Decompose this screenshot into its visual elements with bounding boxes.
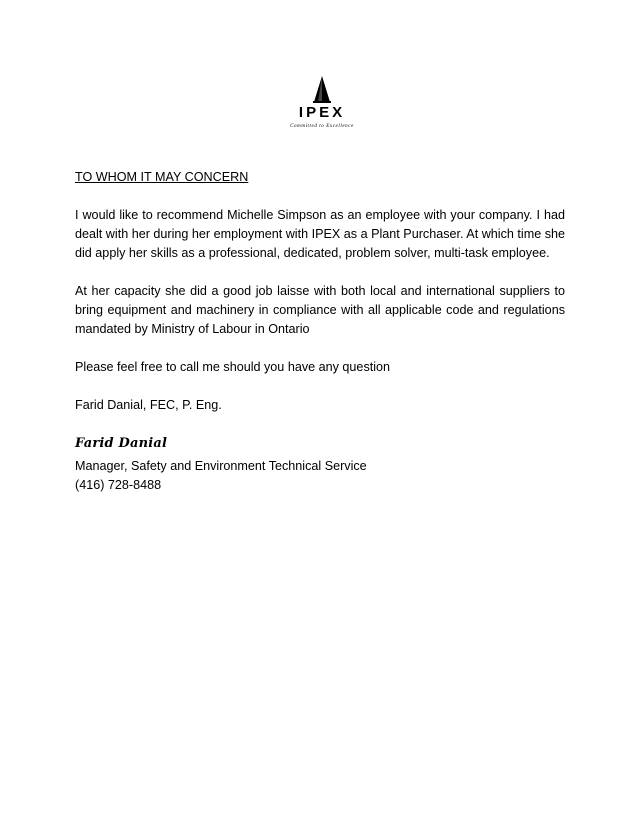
sender-phone: (416) 728-8488	[75, 478, 162, 492]
tower-icon	[313, 76, 331, 103]
logo-wordmark: IPEX	[298, 104, 346, 121]
paragraph-recommendation: I would like to recommend Michelle Simpson as an employee with your company. I had dealt with her during her employment with IPEX as a Plant Purchaser. At which time she did apply her skills as a professional, dedicated, problem solver, multi-task employee.	[75, 208, 565, 260]
sender-title: Manager, Safety and Environment Technical Service	[75, 459, 367, 473]
salutation: TO WHOM IT MAY CONCERN	[75, 170, 249, 184]
letter-body	[75, 168, 565, 495]
logo-tagline: Committed to Excellence	[290, 124, 354, 129]
ipex-logo	[282, 74, 362, 132]
sender-name: Farid Danial, FEC, P. Eng.	[75, 398, 222, 412]
handwritten-signature: Farid Danial	[75, 436, 168, 451]
paragraph-capacity: At her capacity she did a good job laisse with both local and international suppliers to bring equipment and machinery in compliance with all applicable code and regulations mandated by Ministry of Labour in Ontario	[75, 284, 565, 336]
paragraph-contact: Please feel free to call me should you have any question	[75, 360, 391, 374]
